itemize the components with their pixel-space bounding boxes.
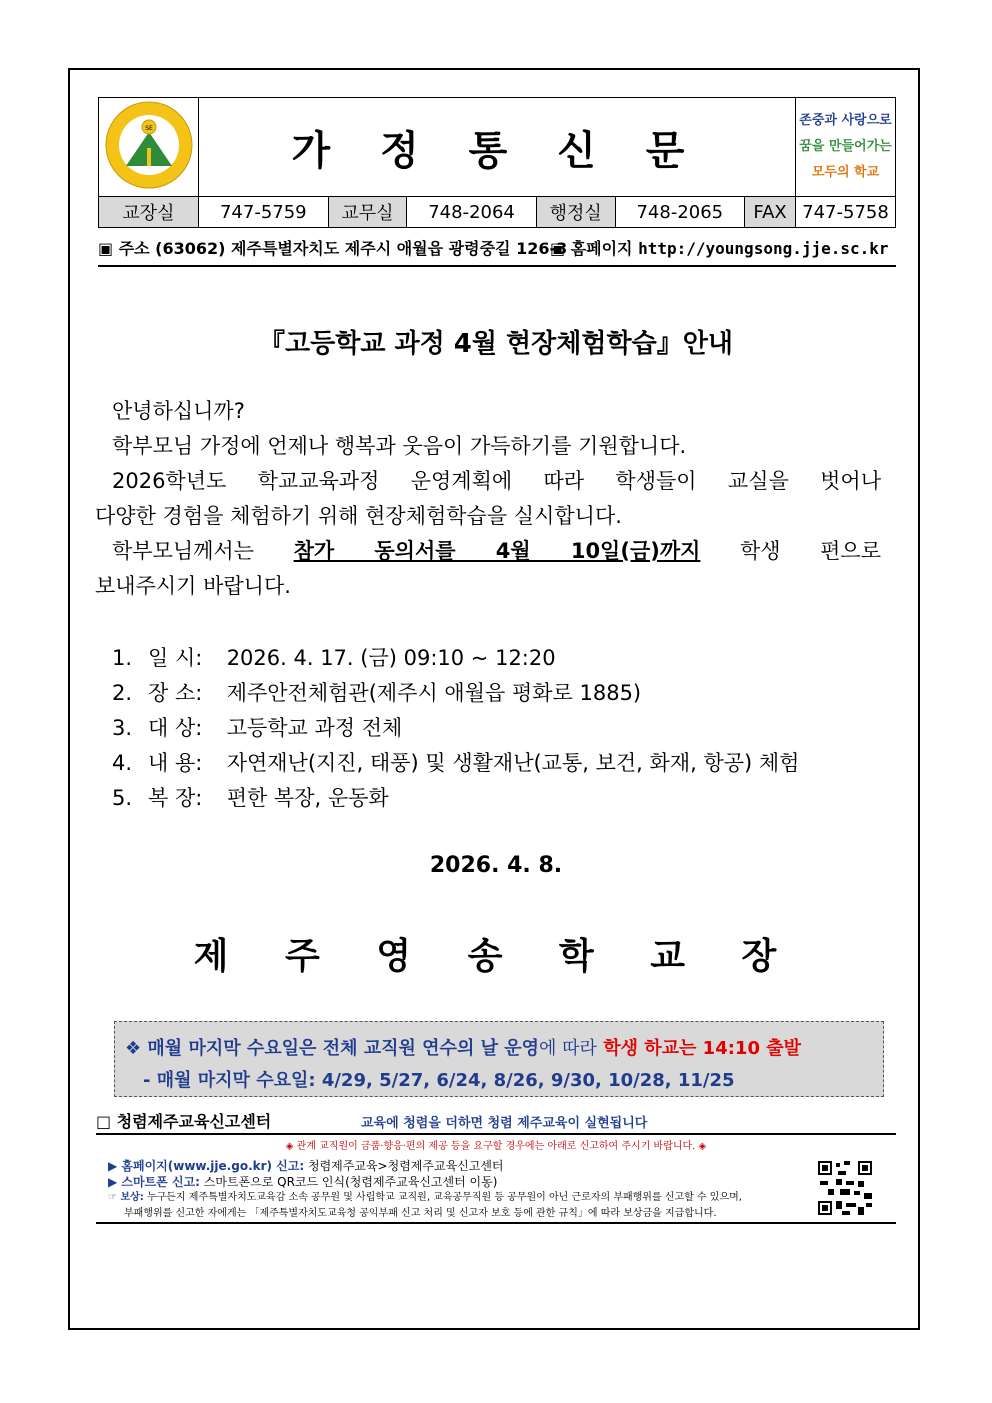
- contact-label: 행정실: [536, 197, 615, 228]
- report-note: ◈ 관계 교직원이 금품·향응·편의 제공 등을 요구할 경우에는 아래로 신고하여 주시기 바랍니다. ◈: [285, 1141, 707, 1152]
- report-reward-value: 누구든지 제주특별자치도교육감 소속 공무원 및 사립학교 교직원, 교육공무직원 등 공무원이 아닌 근로자의 부패행위를 신고할 수 있으며,: [146, 1192, 742, 1203]
- document-title: 『고등학교 과정 4월 현장체험학습』안내: [259, 329, 733, 359]
- contact-value: 747-5758: [796, 197, 896, 228]
- detail-number: 3.: [112, 716, 133, 740]
- report-methods: [108, 1158, 742, 1222]
- report-web-value: 청렴제주교육>청렴제주교육신고센터: [308, 1159, 504, 1173]
- detail-value: 자연재난(지진, 태풍) 및 생활재난(교통, 보건, 화재, 항공) 체험: [226, 751, 800, 775]
- notice-dismissal-time: 학생 하교는 14:10 출발: [603, 1038, 802, 1059]
- request-prefix: 학부모님께서는: [112, 539, 255, 563]
- detail-item: [112, 746, 799, 781]
- detail-value: 고등학교 과정 전체: [226, 716, 403, 740]
- contact-value: 747-5759: [199, 197, 329, 228]
- report-reward-detail: 부패행위를 신고한 자에게는 「제주특별자치도교육청 공익부패 신고 처리 및 신고자 보호 등에 관한 규칙」에 따라 보상금을 지급합니다.: [124, 1208, 717, 1219]
- body-line: 학부모님 가정에 언제나 행복과 웃음이 가득하기를 기원합니다.: [112, 434, 687, 458]
- qr-code-icon[interactable]: [816, 1159, 874, 1217]
- notice-line-1: [125, 1034, 801, 1060]
- divider: [96, 1133, 896, 1135]
- homepage: [550, 233, 889, 265]
- contact-label: FAX: [745, 197, 796, 228]
- contact-label: 교무실: [328, 197, 407, 228]
- notice-line-2: - 매월 마지막 수요일: 4/29, 5/27, 6/24, 8/26, 9/30, 10/28, 11/25: [143, 1070, 735, 1091]
- report-center-title: □ 청렴제주교육신고센터: [96, 1112, 272, 1131]
- detail-number: 4.: [112, 751, 133, 775]
- detail-item: [112, 641, 799, 676]
- detail-value: 2026. 4. 17. (금) 09:10 ~ 12:20: [226, 646, 556, 670]
- report-row: [108, 1190, 742, 1206]
- contact-value: 748-2064: [407, 197, 537, 228]
- detail-number: 2.: [112, 681, 133, 705]
- detail-value: 편한 복장, 운동화: [226, 786, 389, 810]
- detail-label: 내 용:: [148, 751, 203, 775]
- contact-label: 교장실: [99, 197, 199, 228]
- detail-number: 1.: [112, 646, 133, 670]
- issue-date: 2026. 4. 8.: [429, 853, 563, 878]
- school-logo-icon: [104, 100, 194, 190]
- report-center-slogan: 교육에 청렴을 더하면 청렴 제주교육이 실현됩니다: [361, 1116, 648, 1131]
- body-line-request: [112, 533, 881, 569]
- event-details: [112, 641, 799, 816]
- detail-item: [112, 781, 799, 816]
- detail-label: 장 소:: [148, 681, 203, 705]
- motto-line-1: 존중과 사랑으로: [799, 113, 892, 128]
- school-motto: [796, 98, 896, 197]
- detail-label: 대 상:: [148, 716, 203, 740]
- motto-line-2: 꿈을 만들어가는: [799, 139, 892, 154]
- homepage-link[interactable]: http://youngsong.jje.sc.kr: [638, 239, 889, 258]
- newsletter-title: 가 정 통 신 문: [199, 98, 796, 197]
- motto-line: [796, 134, 895, 160]
- address-bar: [98, 233, 896, 267]
- request-suffix: 학생 편으로: [739, 539, 881, 563]
- motto-line: [796, 108, 895, 134]
- report-row: [108, 1174, 742, 1190]
- address: ▣ 주소 (63062) 제주특별자치도 제주시 애월읍 광령중길 126-3: [98, 239, 568, 258]
- detail-label: 일 시:: [148, 646, 203, 670]
- header-table: [98, 97, 896, 228]
- svg-text:SE: SE: [144, 125, 153, 132]
- greeting: 안녕하십니까?: [112, 399, 245, 423]
- signature-principal: 제 주 영 송 학 교 장: [193, 936, 799, 977]
- detail-number: 5.: [112, 786, 133, 810]
- detail-item: [112, 676, 799, 711]
- motto-line: [796, 160, 895, 186]
- report-reward-label: ☞ 보상:: [108, 1192, 144, 1203]
- body-line: 보내주시기 바랍니다.: [95, 574, 291, 598]
- motto-line-3: 모두의 학교: [811, 165, 880, 180]
- notice-box: [114, 1021, 884, 1097]
- body-line: 다양한 경험을 체험하기 위해 현장체험학습을 실시합니다.: [95, 504, 622, 528]
- deadline-emphasis: 참가 동의서를 4월 10일(금)까지: [293, 539, 701, 563]
- report-row: [108, 1158, 742, 1174]
- detail-item: [112, 711, 799, 746]
- report-phone-value: 스마트폰으로 QR코드 인식(청렴제주교육신고센터 이동): [203, 1175, 498, 1189]
- homepage-label: ▣ 홈페이지: [550, 239, 633, 258]
- body-line: 2026학년도 학교교육과정 운영계획에 따라 학생들이 교실을 벗어나: [112, 469, 881, 493]
- notice-connector: 에 따라: [539, 1038, 597, 1059]
- report-web-label: ▶ 홈페이지(www.jje.go.kr) 신고:: [108, 1159, 305, 1173]
- detail-value: 제주안전체험관(제주시 애월읍 평화로 1885): [226, 681, 642, 705]
- contact-value: 748-2065: [615, 197, 745, 228]
- report-phone-label: ▶ 스마트폰 신고:: [108, 1175, 200, 1189]
- logo-cell: [99, 98, 199, 197]
- divider: [96, 1222, 896, 1224]
- notice-wednesday: ❖ 매월 마지막 수요일은 전체 교직원 연수의 날 운영: [125, 1038, 540, 1059]
- detail-label: 복 장:: [148, 786, 203, 810]
